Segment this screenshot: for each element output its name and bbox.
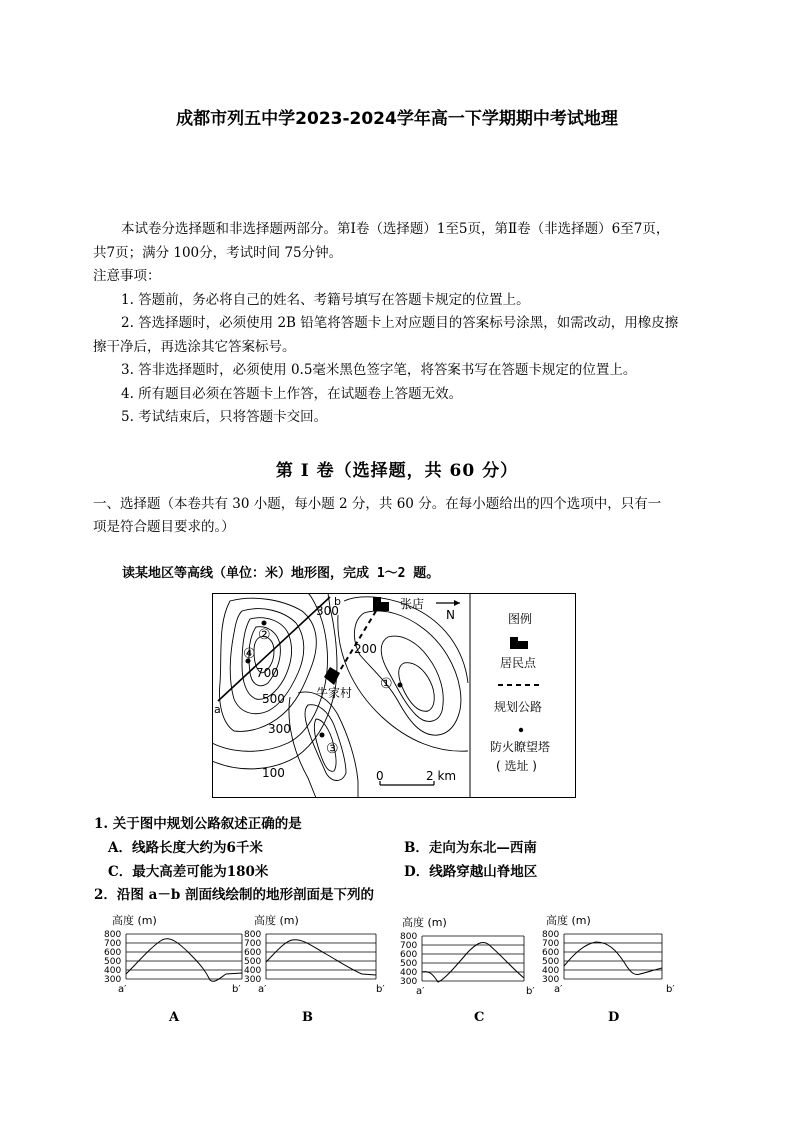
tick: 300 xyxy=(104,975,122,985)
tick: 800 xyxy=(400,932,418,942)
contour-map xyxy=(212,593,576,798)
profile-end: b′ xyxy=(526,986,535,996)
tick: 600 xyxy=(104,948,122,958)
tick: 700 xyxy=(400,941,418,951)
intro-paragraph-cont: 共7页；满分 100分，考试时间 75分钟。 xyxy=(93,245,343,261)
site-number: ① xyxy=(380,676,393,692)
note-1: 1. 答题前，务必将自己的姓名、考籍号填写在答题卡规定的位置上。 xyxy=(121,292,530,308)
legend-road-label: 规划公路 xyxy=(494,700,543,714)
scale-zero: 0 xyxy=(376,769,384,783)
tick: 800 xyxy=(244,930,262,940)
q1-option-d: D．线路穿越山脊地区 xyxy=(404,864,538,880)
contour-label: 300 xyxy=(316,604,339,618)
profile-start: a′ xyxy=(416,986,425,996)
site-number: ② xyxy=(258,627,271,643)
tick: 400 xyxy=(400,968,418,978)
profile-ylabel: 高度 (m) xyxy=(546,914,591,927)
site-number: ④ xyxy=(243,646,256,662)
notes-label: 注意事项： xyxy=(93,268,161,284)
legend-settlement-label: 居民点 xyxy=(500,656,537,670)
profile-start: a′ xyxy=(258,984,267,995)
profile-letter-d: D xyxy=(608,1010,620,1025)
tick: 500 xyxy=(104,957,122,967)
note-2-cont: 擦干净后，再选涂其它答案标号。 xyxy=(93,339,296,355)
section-desc-cont: 项是符合题目要求的。） xyxy=(93,519,235,535)
profile-end: b′ xyxy=(232,984,241,995)
tick: 700 xyxy=(104,939,122,949)
profile-ylabel: 高度 (m) xyxy=(402,916,447,929)
tick: 800 xyxy=(542,930,560,940)
note-3: 3. 答非选择题时，必须使用 0.5毫米黑色签字笔，将答案书写在答题卡规定的位置上。 xyxy=(121,362,637,378)
section-desc: 一、选择题（本卷共有 30 小题，每小题 2 分，共 60 分。在每小题给出的四个选项中，只有一 xyxy=(93,496,662,512)
point-a-label: a xyxy=(214,703,221,716)
tick: 700 xyxy=(542,939,560,949)
legend-title: 图例 xyxy=(508,612,533,626)
figure-prompt: 读某地区等高线（单位：米）地形图，完成 1～2 题。 xyxy=(122,566,440,581)
note-4: 4. 所有题目必须在答题卡上作答，在试题卷上答题无效。 xyxy=(121,386,463,402)
tick: 600 xyxy=(400,950,418,960)
contour-label: 300 xyxy=(268,722,291,736)
tick: 300 xyxy=(244,975,262,985)
tick: 700 xyxy=(244,939,262,949)
legend-tower-label: 防火瞭望塔 xyxy=(490,740,551,754)
profile-c xyxy=(396,912,546,996)
tick: 400 xyxy=(104,966,122,976)
north-label: N xyxy=(446,608,455,622)
profile-end: b′ xyxy=(376,984,385,995)
point-b-label: b xyxy=(334,595,341,608)
intro-paragraph: 本试卷分选择题和非选择题两部分。第Ⅰ卷（选择题）1至5页，第Ⅱ卷（非选择题）6至7页， xyxy=(121,221,670,237)
legend-tower-label-cont: ( 选址 ) xyxy=(496,759,537,773)
contour-label: 100 xyxy=(262,766,285,780)
tower-dot-icon xyxy=(398,683,403,688)
q1-option-c: C．最大高差可能为180米 xyxy=(108,864,269,880)
page-title: 成都市列五中学2023-2024学年高一下学期期中考试地理 xyxy=(176,109,618,129)
scale-distance: 2 km xyxy=(426,769,457,783)
section-heading: 第 Ⅰ 卷（选择题，共 60 分） xyxy=(275,461,519,481)
place-zhangdian: 张店 xyxy=(400,597,425,611)
q1-option-a: A．线路长度大约为6千米 xyxy=(108,840,263,856)
legend-tower-icon xyxy=(519,728,523,732)
question-2-stem: 2．沿图 a－b 剖面线绘制的地形剖面是下列的 xyxy=(94,887,374,903)
tick: 400 xyxy=(542,966,560,976)
tick: 500 xyxy=(244,957,262,967)
note-5: 5. 考试结束后，只将答题卡交回。 xyxy=(121,409,328,425)
tick: 300 xyxy=(400,977,418,987)
profile-end: b′ xyxy=(666,984,675,994)
contour-label: 700 xyxy=(256,666,279,680)
profile-letter-c: C xyxy=(474,1010,485,1025)
tick: 300 xyxy=(542,975,560,985)
profile-ylabel: 高度 (m) xyxy=(254,914,299,927)
note-2: 2. 答选择题时，必须使用 2B 铅笔将答题卡上对应题目的答案标号涂黑，如需改动，用橡皮擦 xyxy=(121,315,679,331)
profile-letter-a: A xyxy=(169,1010,180,1025)
profile-a xyxy=(100,912,250,996)
site-number: ③ xyxy=(326,741,339,757)
tick: 400 xyxy=(244,966,262,976)
profile-letter-b: B xyxy=(302,1010,313,1025)
q1-option-b: B．走向为东北—西南 xyxy=(404,840,537,856)
profile-curve xyxy=(126,939,242,982)
profile-start: a′ xyxy=(118,984,127,995)
profile-start: a′ xyxy=(554,984,563,994)
profile-b xyxy=(236,912,386,996)
tick: 600 xyxy=(542,948,560,958)
contour-label: 200 xyxy=(354,642,377,656)
question-1-stem: 1. 关于图中规划公路叙述正确的是 xyxy=(94,816,302,832)
tick: 600 xyxy=(244,948,262,958)
profile-ylabel: 高度 (m) xyxy=(112,914,157,927)
tick: 500 xyxy=(400,959,418,969)
contour-label: 500 xyxy=(262,692,285,706)
tower-dot-icon xyxy=(262,621,267,626)
profile-d xyxy=(538,910,688,994)
place-niujiacun: 牛家村 xyxy=(316,686,353,700)
profile-curve xyxy=(422,942,524,982)
tick: 800 xyxy=(104,930,122,940)
tick: 500 xyxy=(542,957,560,967)
tower-dot-icon xyxy=(320,733,325,738)
